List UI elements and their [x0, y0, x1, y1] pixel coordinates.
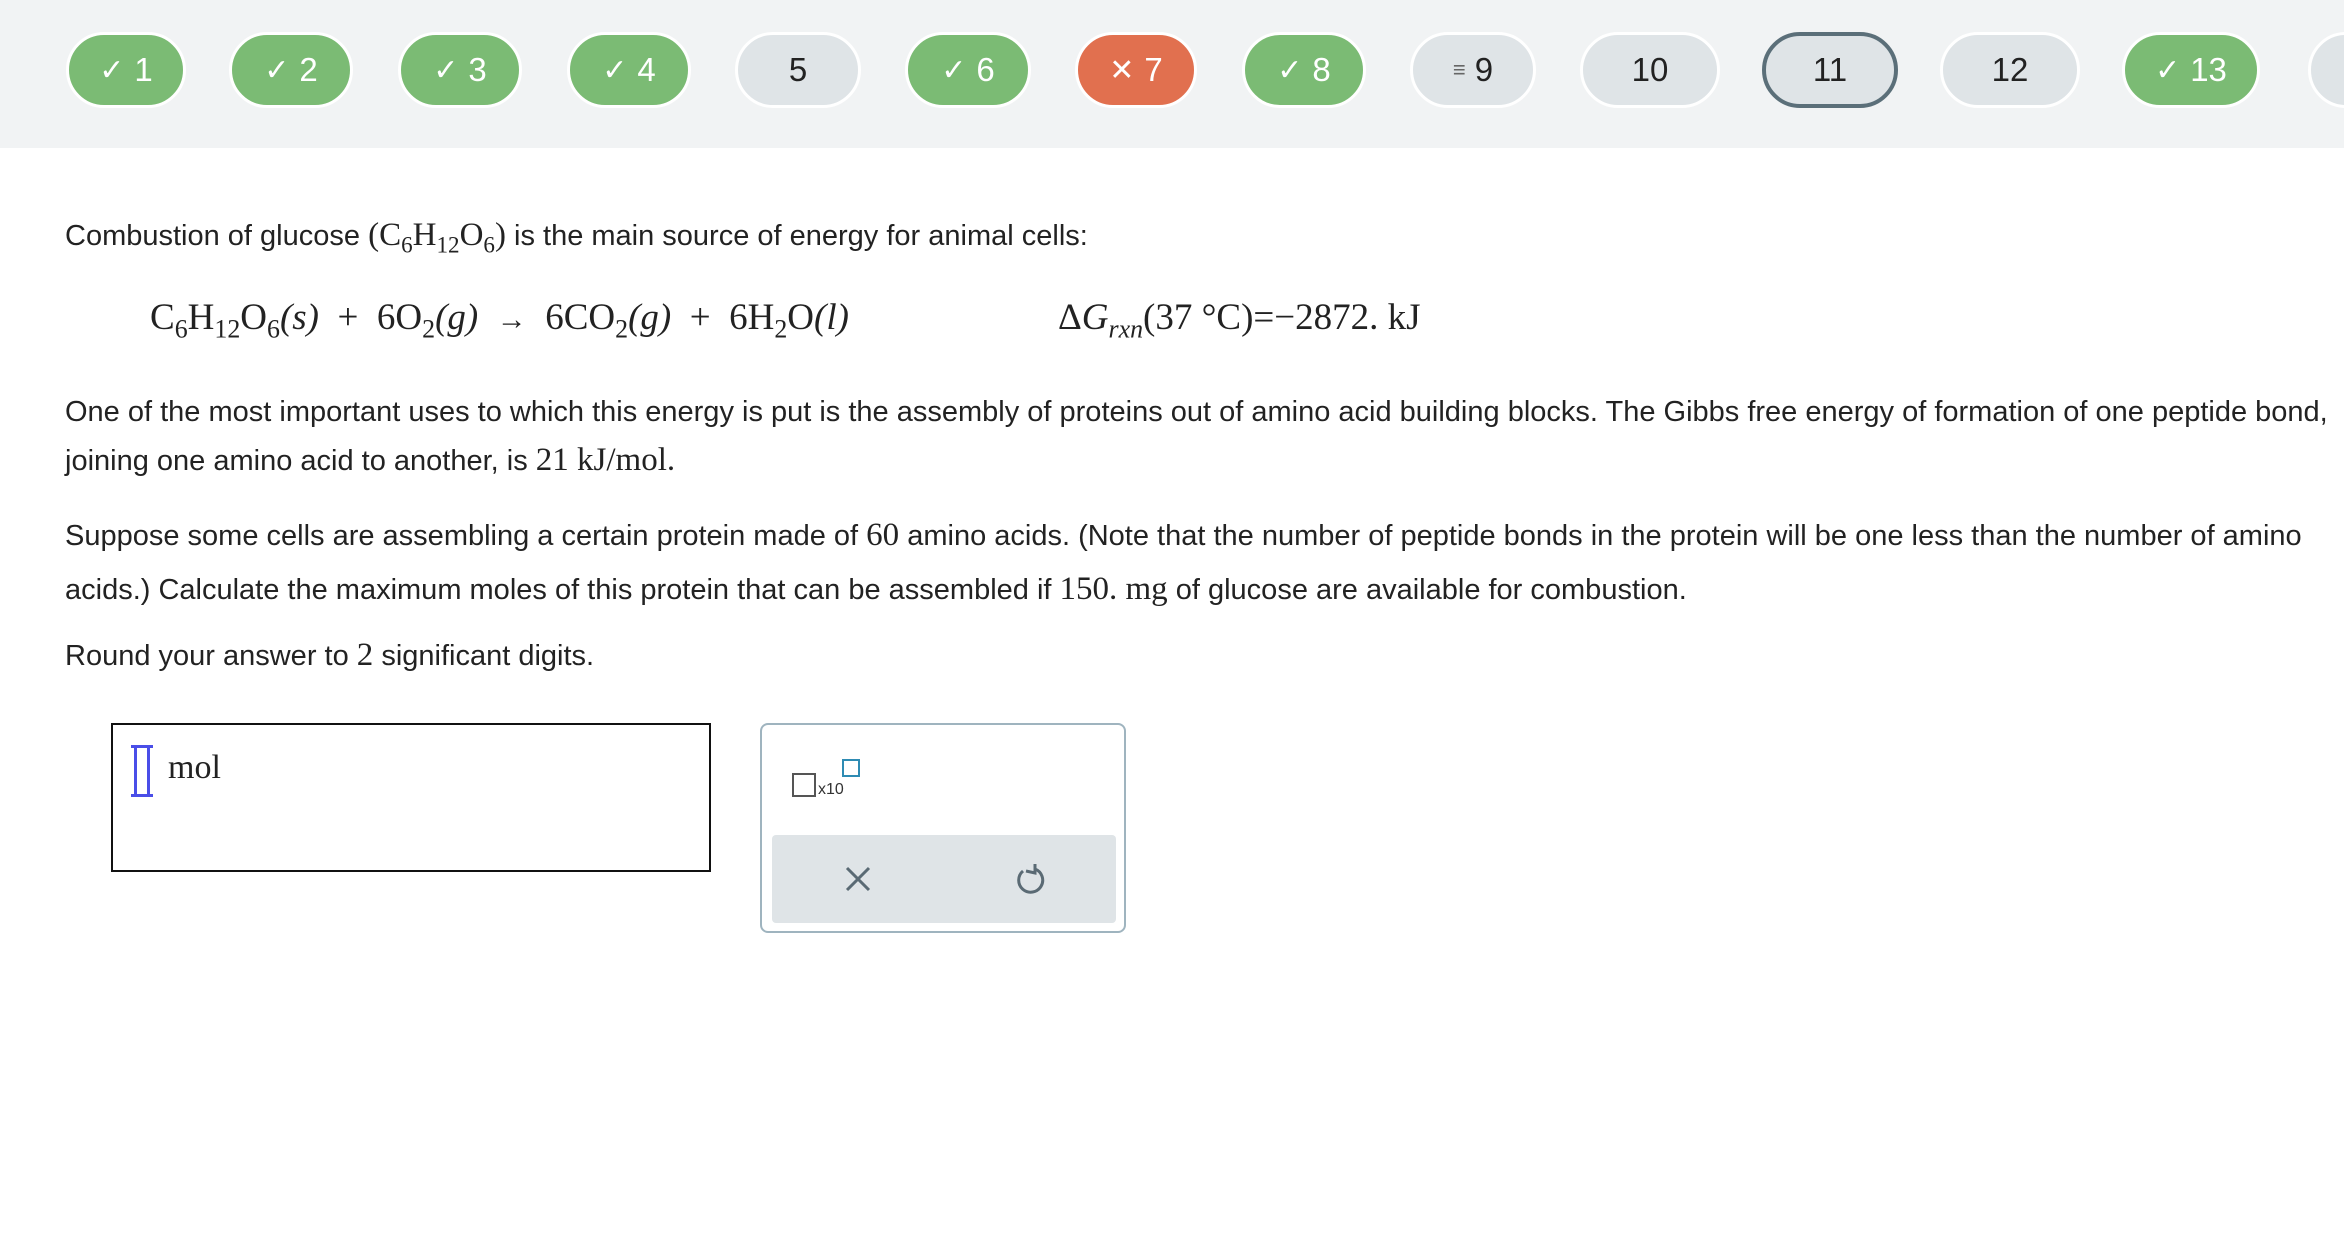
math-tool-panel	[760, 723, 1126, 933]
cross-icon: ✕	[1109, 53, 1135, 87]
question-nav-bar	[0, 0, 2344, 148]
exponent-box-icon	[842, 759, 860, 777]
question-number: 2	[299, 51, 318, 88]
x10-label: x10	[818, 781, 844, 798]
question-number: 8	[1312, 51, 1331, 88]
undo-icon	[1013, 861, 1047, 897]
question-nav-item-6[interactable]	[905, 32, 1031, 108]
intro-text-end: is the main source of energy for animal cells:	[505, 220, 1088, 252]
peptide-energy-value: 21 kJ/mol	[535, 441, 667, 478]
intro-text: Combustion of glucose	[65, 220, 369, 252]
reaction-arrow: →	[496, 303, 527, 336]
question-number: 7	[1144, 51, 1163, 88]
rounding-instruction: Round your answer to 2 significant digits.	[65, 637, 595, 673]
question-number: 11	[1812, 51, 1848, 88]
check-icon: ✓	[602, 53, 628, 87]
glucose-formula: $(C_6H_{12}O_6)$	[368, 217, 506, 258]
close-icon	[843, 864, 873, 894]
undo-button[interactable]	[944, 835, 1116, 923]
question-number: 4	[637, 51, 656, 88]
tool-action-bar	[772, 835, 1116, 923]
amino-acid-count: 60	[866, 517, 900, 553]
question-nav-item-1[interactable]	[66, 32, 186, 108]
question-number: 6	[976, 51, 995, 88]
answer-entry-slot[interactable]	[134, 745, 150, 797]
question-nav-next-partial[interactable]	[2308, 32, 2344, 108]
reaction-equation: $C_6H_{12}O_6(s) + 6O_2(g) \to 6CO_2(g) + 6H_2O(l)$	[150, 297, 849, 344]
sig-digits-count: 2	[356, 637, 374, 673]
question-nav-item-12[interactable]	[1940, 32, 2080, 108]
question-nav-item-8[interactable]	[1242, 32, 1366, 108]
question-number: 9	[1474, 51, 1494, 88]
check-icon: ✓	[99, 53, 125, 87]
question-nav-item-4[interactable]	[567, 32, 691, 108]
question-number: 13	[2190, 51, 2227, 88]
problem-intro	[65, 210, 1088, 263]
question-nav-item-3[interactable]	[398, 32, 522, 108]
check-icon: ✓	[264, 53, 290, 87]
question-nav-item-7[interactable]	[1075, 32, 1197, 108]
question-nav-item-13[interactable]	[2122, 32, 2260, 108]
check-icon: ✓	[2155, 53, 2181, 87]
clear-button[interactable]	[772, 835, 944, 923]
question-nav-item-9[interactable]	[1410, 32, 1536, 108]
question-number: 5	[788, 51, 808, 88]
mantissa-box-icon	[792, 773, 816, 797]
question-number: 12	[1991, 51, 2029, 88]
partial-progress-icon: ≡	[1452, 57, 1465, 82]
glucose-mass: 150. mg	[1059, 571, 1168, 608]
problem-paragraph-3: Suppose some cells are assembling a certain protein made of 60 amino acids. (Note that the number of peptide bonds in the protein will be one less than the number of amino acids.) Calculate the maximum moles of this protein that can be assembled if 150. mg of glucose are available for combustion.	[65, 517, 2302, 608]
delta-g-rxn: $\Delta G_{rxn}(37$ °C)=−2872. kJ	[1058, 297, 1421, 344]
question-nav-item-2[interactable]	[229, 32, 353, 108]
question-nav-item-11[interactable]	[1762, 32, 1898, 108]
question-number: 3	[468, 51, 487, 88]
question-nav-item-5[interactable]	[735, 32, 861, 108]
answer-unit: mol	[168, 749, 221, 786]
question-number: 10	[1631, 51, 1669, 88]
check-icon: ✓	[433, 53, 459, 87]
check-icon: ✓	[1277, 53, 1303, 87]
question-number: 1	[134, 51, 153, 88]
answer-input-box[interactable]	[111, 723, 711, 872]
problem-paragraph-2: One of the most important uses to which this energy is put is the assembly of proteins out of amino acid building blocks. The Gibbs free energy of formation of one peptide bond, joining one amino acid to another, is 21 kJ/mol.	[65, 396, 2328, 478]
check-icon: ✓	[941, 53, 967, 87]
question-nav-item-10[interactable]	[1580, 32, 1720, 108]
scientific-notation-button[interactable]	[790, 755, 862, 805]
